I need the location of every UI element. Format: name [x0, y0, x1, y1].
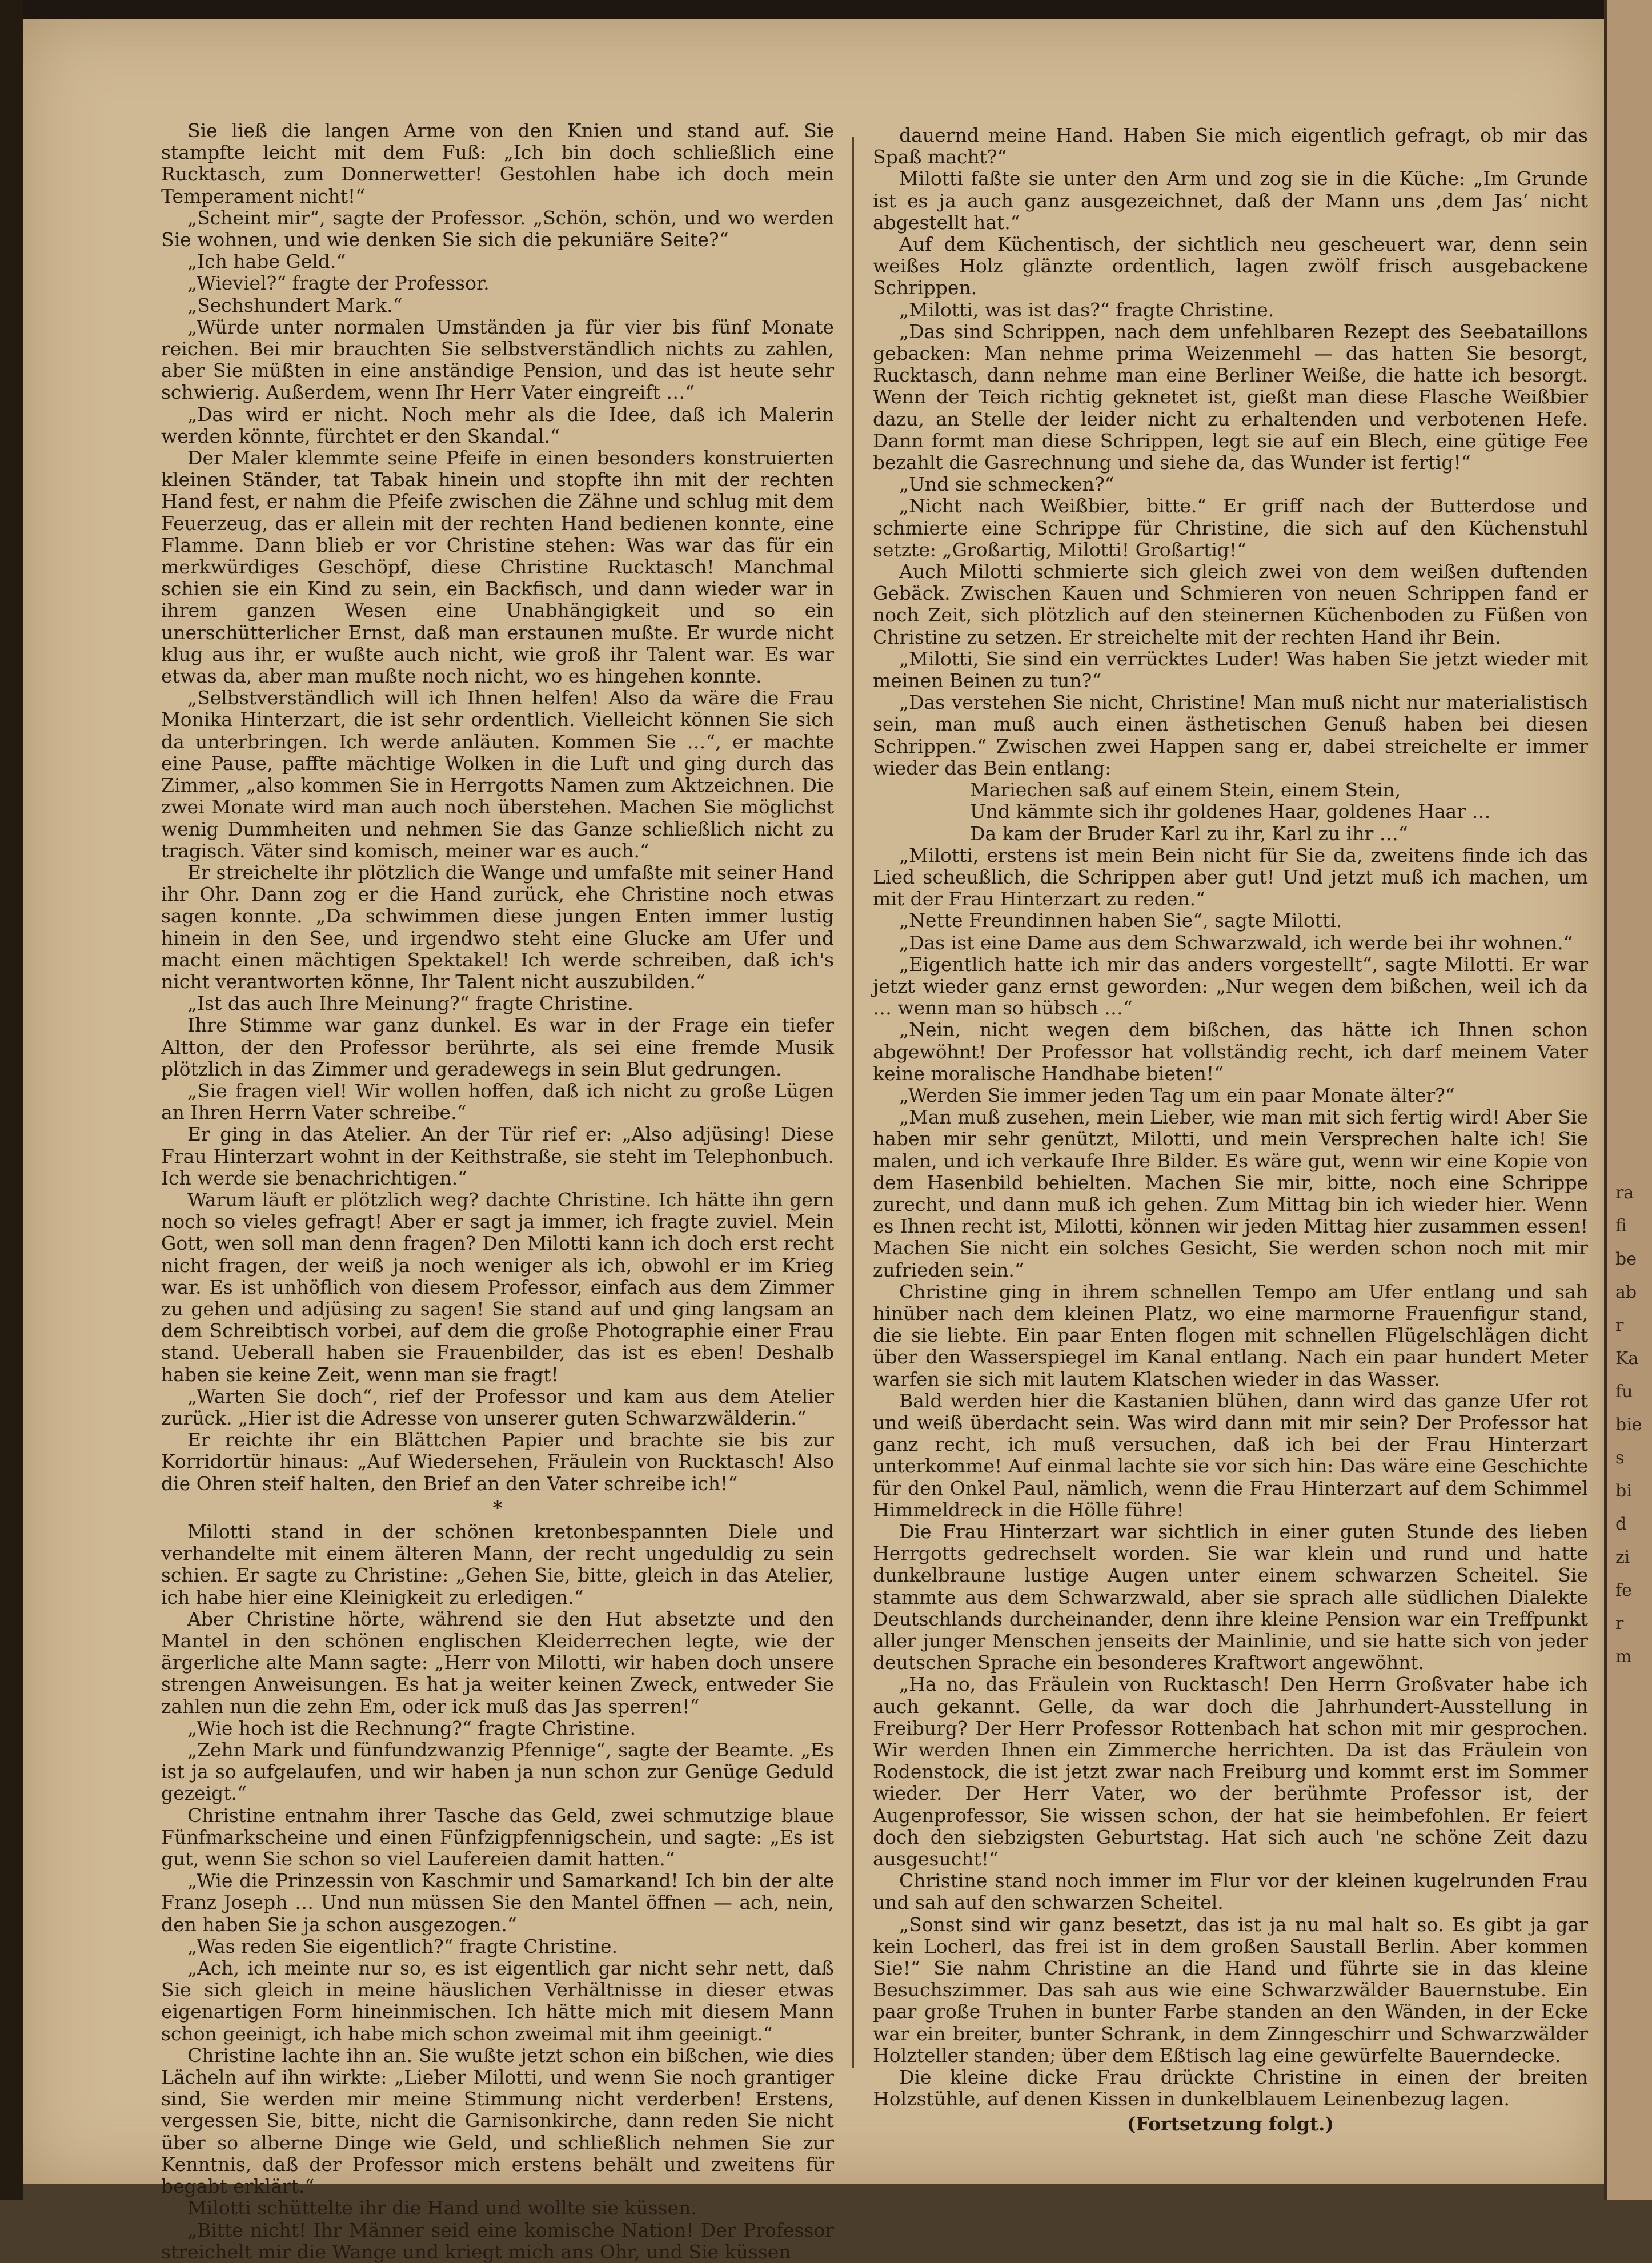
section-break-asterisk: * — [492, 1496, 503, 1519]
paragraph: Christine lachte ihn an. Sie wußte jetzt schon ein bißchen, wie dies Lächeln auf ihn wirkte: „Lieber Milotti, und wenn Sie noch grantiger sind, Sie werden mir meine Stimmung nicht verderben! Erstens, vergessen Sie, bitte, nicht die Garnisonkirche, dann reden Sie nicht über so alberne Dinge wie Geld, und schließlich nehmen Sie zur Kenntnis, daß der Professor mich erstens behält und zweitens für begabt erklärt.“ — [161, 2044, 834, 2198]
adjacent-page-fragment: ra fi be ab r Ka fu bie s bi d zi fe r m — [1615, 1183, 1642, 1667]
right-column — [873, 125, 1588, 2136]
paragraph: Milotti stand in der schönen kretonbespannten Diele und verhandelte mit einem älteren Mann, der recht ungeduldig zu sein schien. Er sagte zu Christine: „Gehen Sie, bitte, gleich in das Atelier, ich habe hier eine Kleinigkeit zu erledigen.“ — [161, 1520, 834, 1608]
paragraph: „Milotti, erstens ist mein Bein nicht für Sie da, zweitens finde ich das Lied scheußlich, die Schrippen aber gut! Und jetzt muß ich machen, um mit der Frau Hinterzart zu reden.“ — [873, 844, 1588, 910]
paragraph: Auch Milotti schmierte sich gleich zwei von dem weißen duftenden Gebäck. Zwischen Kauen und Schmieren von neuen Schrippen fand er noch Zeit, sich plötzlich auf den steinernen Küchenboden zu Füßen von Christine zu setzen. Er streichelte mit der rechten Hand ihr Bein. — [873, 560, 1588, 648]
paragraph: „Werden Sie immer jeden Tag um ein paar Monate älter?“ — [899, 1084, 1455, 1106]
paragraph: „Man muß zusehen, mein Lieber, wie man mit sich fertig wird! Aber Sie haben mir sehr genützt, Milotti, und mein Versprechen halte ich! Sie malen, und ich verkaufe Ihre Bilder. Es wäre gut, wenn wir eine Kopie von dem Hasenbild behielten. Machen Sie mir, bitte, noch eine Schrippe zurecht, und dann muß ich gehen. Zum Mittag bin ich wieder hier. Wenn es Ihnen recht ist, Milotti, können wir jeden Mittag hier zusammen essen! Machen Sie nicht ein solches Gesicht, Sie werden schon noch mit mir zufrieden sein.“ — [873, 1106, 1588, 1281]
paragraph: „Wie die Prinzessin von Kaschmir und Samarkand! Ich bin der alte Franz Joseph … Und nun müssen Sie den Mantel öffnen — ach, nein, den haben Sie ja schon ausgezogen.“ — [161, 1869, 834, 1936]
paragraph: Milotti faßte sie unter den Arm und zog sie in die Küche: „Im Grunde ist es ja auch ganz ausgezeichnet, daß der Mann uns ‚dem Jas‘ nicht abgestellt hat.“ — [873, 167, 1588, 234]
paragraph: Christine stand noch immer im Flur vor der kleinen kugelrunden Frau und sah auf den schwarzen Scheitel. — [873, 1869, 1588, 1914]
column-divider — [852, 137, 854, 2068]
paragraph: Er ging in das Atelier. An der Tür rief er: „Also adjüsing! Diese Frau Hinterzart wohnt in der Keithstraße, sie steht im Telephonbuch. Ich werde sie benachrichtigen.“ — [161, 1123, 834, 1189]
paragraph: „Zehn Mark und fünfundzwanzig Pfennige“, sagte der Beamte. „Es ist ja so aufgelaufen, und wir haben ja nun schon zur Genüge Geduld gezeigt.“ — [161, 1739, 834, 1805]
paragraph: „Wieviel?“ fragte der Professor. — [187, 272, 490, 295]
paragraph: Die Frau Hinterzart war sichtlich in einer guten Stunde des lieben Herrgotts gedrechselt worden. Sie war klein und rund und hatte dunkelbraune lustige Augen unter einem schwarzen Scheitel. Sie stammte aus dem Schwarzwald, aber sie sprach alle südlichen Dialekte Deutschlands durcheinander, denn ihre kleine Pension war ein Treffpunkt aller junger Menschen jenseits der Mainlinie, und sie hatte sich von jeder deutschen Sprache ein besonderes Kraftwort angewöhnt. — [873, 1520, 1588, 1674]
paragraph: „Was reden Sie eigentlich?“ fragte Christine. — [187, 1935, 618, 1957]
paragraph: „Scheint mir“, sagte der Professor. „Schön, schön, und wo werden Sie wohnen, und wie denken Sie sich die pekuniäre Seite?“ — [161, 206, 834, 251]
paragraph: „Ich habe Geld.“ — [187, 250, 346, 273]
paragraph: „Ha no, das Fräulein von Rucktasch! Den Herrn Großvater habe ich auch gekannt. Gelle, da war doch die Jahrhundert-Ausstellung in Freiburg? Der Herr Professor Rottenbach hat schon mit mir gesprochen. Wir werden Ihnen ein Zimmerche herrichten. Da ist das Fräulein von Rodenstock, die ist jetzt zwar nach Freiburg und kommt erst im Sommer wieder. Der Herr Vater, wo der berühmte Professor ist, der Augenprofessor, Sie wissen schon, der hat sie heimbefohlen. Er feiert doch den siebzigsten Geburtstag. Hat sich auch 'ne schöne Zeit dazu ausgesucht!“ — [873, 1673, 1588, 1871]
paragraph: Bald werden hier die Kastanien blühen, dann wird das ganze Ufer rot und weiß überdacht sein. Was wird dann mit mir sein? Der Professor hat ganz recht, ich muß versuchen, daß ich bei der Frau Hinterzart unterkomme! Auf einmal lachte sie vor sich hin: Das wäre eine Geschichte für den Onkel Paul, nämlich, wenn die Frau Hinterzart auf dem Schimmel Himmeldreck in die Hölle führe! — [873, 1389, 1588, 1521]
paragraph: „Nein, nicht wegen dem bißchen, das hätte ich Ihnen schon abgewöhnt! Der Professor hat vollständig recht, ich darf meinem Vater keine moralische Handhabe bieten!“ — [873, 1018, 1588, 1085]
paragraph: „Sonst sind wir ganz besetzt, das ist ja nu mal halt so. Es gibt ja gar kein Locherl, das frei ist in dem großen Saustall Berlin. Aber kommen Sie!“ Sie nahm Christine an die Hand und führte sie in das kleine Besuchszimmer. Das sah aus wie eine Schwarzwälder Bauernstube. Ein paar große Truhen in bunter Farbe standen an den Wänden, in der Ecke war ein breiter, bunter Schrank, in dem Zinngeschirr und Schwarzwälder Holzteller standen; über dem Eßtisch lag eine gewürfelte Bauerndecke. — [873, 1913, 1588, 2067]
paragraph: „Das wird er nicht. Noch mehr als die Idee, daß ich Malerin werden könnte, fürchtet er den Skandal.“ — [161, 403, 834, 447]
paragraph: dauernd meine Hand. Haben Sie mich eigentlich gefragt, ob mir das Spaß macht?“ — [873, 124, 1588, 168]
paragraph: Die kleine dicke Frau drückte Christine in einen der breiten Holzstühle, auf denen Kissen in dunkelblauem Leinenbezug lagen. — [873, 2066, 1588, 2110]
paragraph: „Das verstehen Sie nicht, Christine! Man muß nicht nur materialistisch sein, man muß auch einen ästhetischen Genuß haben bei diesen Schrippen.“ Zwischen zwei Happen sang er, dabei streichelte er immer wieder das Bein entlang: — [873, 691, 1588, 779]
verse-line: Mariechen saß auf einem Stein, einem Stein, — [970, 779, 1401, 801]
scan-background-top — [0, 0, 1652, 19]
paragraph: „Das ist eine Dame aus dem Schwarzwald, ich werde bei ihr wohnen.“ — [899, 931, 1573, 954]
paragraph: „Milotti, Sie sind ein verrücktes Luder! Was haben Sie jetzt wieder mit meinen Beinen zu tun?“ — [873, 647, 1588, 692]
paragraph: Christine ging in ihrem schnellen Tempo am Ufer entlang und sah hinüber nach dem kleinen Platz, wo eine marmorne Frauenfigur stand, die sie liebte. Ein paar Enten flogen mit schnellen Flügelschlägen dicht über den Wasserspiegel im Kanal entlang. Nach ein paar hundert Meter warfen sie sich mit lautem Klatschen wieder in das Wasser. — [873, 1280, 1588, 1390]
paragraph: Milotti schüttelte ihr die Hand und wollte sie küssen. — [187, 2197, 697, 2220]
continued-note: (Fortsetzung folgt.) — [1126, 2113, 1334, 2136]
paragraph: „Ach, ich meinte nur so, es ist eigentlich gar nicht sehr nett, daß Sie sich gleich in meine häuslichen Verhältnisse in dieser etwas eigenartigen Form hineinmischen. Ich hätte mich mit diesem Mann schon geeinigt, ich habe mich schon zweimal mit ihm geeinigt.“ — [161, 1957, 834, 2045]
right-column-text-after-verse — [873, 845, 1588, 2110]
paragraph: „Bitte nicht! Ihr Männer seid eine komische Nation! Der Professor streichelt mir die Wange und kriegt mich ans Ohr, und Sie küssen — [161, 2218, 834, 2263]
paragraph: „Sechshundert Mark.“ — [187, 294, 403, 316]
scan-background-left — [0, 0, 23, 2200]
paragraph: „Nette Freundinnen haben Sie“, sagte Milotti. — [899, 909, 1342, 932]
verse-line: Da kam der Bruder Karl zu ihr, Karl zu ihr …“ — [970, 822, 1408, 845]
paragraph: „Eigentlich hatte ich mir das anders vorgestellt“, sagte Milotti. Er war jetzt wieder ganz ernst geworden: „Nur wegen dem bißchen, weil ich da … wenn man so hübsch …“ — [873, 953, 1588, 1020]
paragraph: „Milotti, was ist das?“ fragte Christine. — [899, 298, 1274, 321]
paragraph: „Und sie schmecken?“ — [899, 473, 1114, 496]
paragraph: „Selbstverständlich will ich Ihnen helfen! Also da wäre die Frau Monika Hinterzart, die ist sehr ordentlich. Vielleicht können Sie sich da unterbringen. Ich werde anläuten. Kommen Sie …“, er machte eine Pause, paffte mächtige Wolken in die Luft und ging durch das Zimmer, „also kommen Sie in Herrgotts Namen zum Aktzeichnen. Die zwei Monate wird man auch noch überstehen. Machen Sie möglichst wenig Dummheiten und nehmen Sie das Ganze schließlich nicht zu tragisch. Väter sind komisch, meiner war es auch.“ — [161, 687, 834, 862]
paragraph: „Warten Sie doch“, rief der Professor und kam aus dem Atelier zurück. „Hier ist die Adresse von unserer guten Schwarzwälderin.“ — [161, 1385, 834, 1429]
verse-line: Und kämmte sich ihr goldenes Haar, goldenes Haar … — [970, 800, 1491, 823]
paragraph: Er streichelte ihr plötzlich die Wange und umfaßte mit seiner Hand ihr Ohr. Dann zog er die Hand zurück, ehe Christine noch etwas sagen konnte. „Da schwimmen diese jungen Enten immer lustig hinein in den See, und irgendwo steht eine Glucke am Ufer und macht einen mächtigen Spektakel! Ich werde schreiben, daß ich's nicht verantworten könne, Ihr Talent nicht auszubilden.“ — [161, 861, 834, 993]
paragraph: Der Maler klemmte seine Pfeife in einen besonders konstruierten kleinen Ständer, tat Tabak hinein und stopfte ihn mit der rechten Hand fest, er nahm die Pfeife zwischen die Zähne und schlug mit dem Feuerzeug, das er allein mit der rechten Hand bedienen konnte, eine Flamme. Dann blieb er vor Christine stehen: Was war das für ein merkwürdiges Geschöpf, diese Christine Rucktasch! Manchmal schien sie ein Kind zu sein, ein Backfisch, und dann wieder war in ihrem ganzen Wesen eine Unabhängigkeit und so ein unerschütterlicher Ernst, daß man erstaunen mußte. Er wurde nicht klug aus ihr, er wußte auch nicht, wie groß ihr Talent war. Es war etwas da, aber man mußte noch nicht, wo es hingehen konnte. — [161, 447, 834, 688]
paragraph: Warum läuft er plötzlich weg? dachte Christine. Ich hätte ihn gern noch so vieles gefragt! Aber er sagt ja immer, ich fragte zuviel. Mein Gott, wen soll man denn fragen? Den Milotti kann ich doch erst recht nicht fragen, der weiß ja noch weniger als ich, obwohl er im Krieg war. Es ist unhöflich von diesem Professor, einfach aus dem Zimmer zu gehen und adjüsing zu sagen! Sie stand auf und ging langsam an dem Schreibtisch vorbei, auf dem die große Photographie einer Frau stand. Ueberall haben sie Frauenbilder, das ist es eben! Deshalb haben sie keine Zeit, wenn man sie fragt! — [161, 1188, 834, 1386]
left-column — [161, 120, 834, 2263]
paragraph: Auf dem Küchentisch, der sichtlich neu gescheuert war, denn sein weißes Holz glänzte ordentlich, lagen zwölf frisch ausgebackene Schrippen. — [873, 233, 1588, 299]
right-column-text-before-verse — [873, 125, 1588, 779]
paragraph: „Würde unter normalen Umständen ja für vier bis fünf Monate reichen. Bei mir brauchten Sie selbstverständlich nichts zu zahlen, aber Sie müßten in eine anständige Pension, und das ist heute sehr schwierig. Außerdem, wenn Ihr Herr Vater eingreift …“ — [161, 315, 834, 404]
paragraph: „Sie fragen viel! Wir wollen hoffen, daß ich nicht zu große Lügen an Ihren Herrn Vater schreibe.“ — [161, 1079, 834, 1124]
paragraph: „Wie hoch ist die Rechnung?“ fragte Christine. — [187, 1716, 636, 1739]
paragraph: Aber Christine hörte, während sie den Hut absetzte und den Mantel in den schönen englischen Kleiderrechen legte, wie der ärgerliche alte Mann sagte: „Herr von Milotti, wir haben doch unsere strengen Anweisungen. Es hat ja weiter keinen Zweck, entweder Sie zahlen nun die zehn Em, oder ick muß das Jas sperren!“ — [161, 1607, 834, 1718]
adjacent-page-edge — [1604, 0, 1652, 2200]
paragraph: Sie ließ die langen Arme von den Knien und stand auf. Sie stampfte leicht mit dem Fuß: „Ich bin doch schließlich eine Rucktasch, zum Donnerwetter! Gestohlen habe ich doch mein Temperament nicht!“ — [161, 119, 834, 207]
song-verse — [970, 779, 1588, 845]
paragraph: Ihre Stimme war ganz dunkel. Es war in der Frage ein tiefer Altton, der den Professor berührte, als sei eine fremde Musik plötzlich in das Zimmer und geradewegs in sein Blut gedrungen. — [161, 1014, 834, 1080]
paragraph: „Nicht nach Weißbier, bitte.“ Er griff nach der Butterdose und schmierte eine Schrippe für Christine, die sich auf den Küchenstuhl setzte: „Großartig, Milotti! Großartig!“ — [873, 495, 1588, 561]
paragraph: Christine entnahm ihrer Tasche das Geld, zwei schmutzige blaue Fünfmarkscheine und einen Fünfzigpfennigschein, und sagte: „Es ist gut, wenn Sie schon so viel Laufereien damit hatten.“ — [161, 1804, 834, 1871]
paragraph: „Ist das auch Ihre Meinung?“ fragte Christine. — [187, 992, 634, 1015]
paragraph: „Das sind Schrippen, nach dem unfehlbaren Rezept des Seebataillons gebacken: Man nehme prima Weizenmehl — das hatten Sie besorgt, Rucktasch, dann nehme man eine Berliner Weiße, die hatte ich besorgt. Wenn der Teich richtig geknetet ist, gießt man diese Flasche Weißbier dazu, an Stelle der leider nicht zu erhaltenden und verbotenen Hefe. Dann formt man diese Schrippen, legt sie auf ein Blech, eine gütige Fee bezahlt die Gasrechnung und siehe da, das Wunder ist fertig!“ — [873, 320, 1588, 474]
paragraph: Er reichte ihr ein Blättchen Papier und brachte sie bis zur Korridortür hinaus: „Auf Wiedersehen, Fräulein von Rucktasch! Also die Ohren steif halten, den Brief an den Vater schreibe ich!“ — [161, 1429, 834, 1495]
